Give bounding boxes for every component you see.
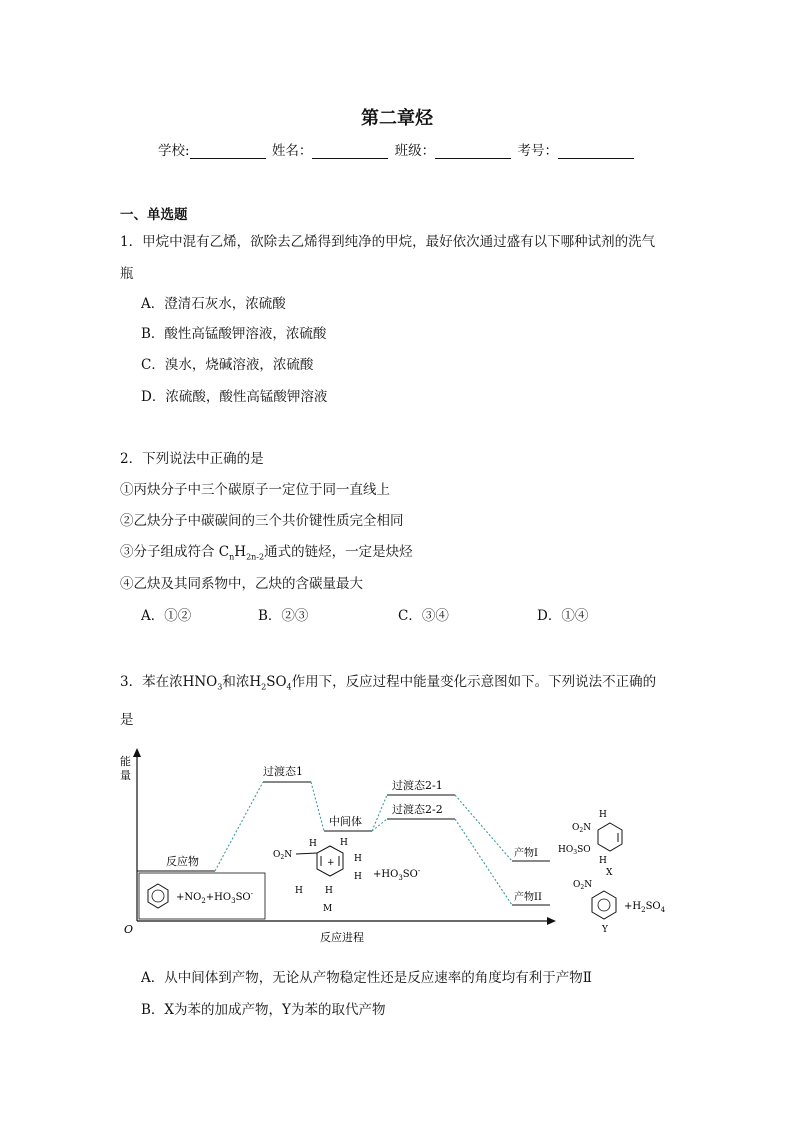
m-h6: H <box>325 886 333 896</box>
q3-so: SO <box>266 674 287 690</box>
q2-s3-post: 通式的链烃，一定是炔烃 <box>264 544 413 560</box>
x-o2n: $O_2N$ <box>572 823 592 834</box>
y-label-1: 能 <box>120 755 131 768</box>
q3-stem-c: 作用下，反应过程中能量变化示意图如下。下列说法不正确的 <box>291 674 657 690</box>
school-label: 学校: <box>158 143 190 159</box>
origin-label: O <box>124 923 134 936</box>
name-label: 姓名： <box>271 143 313 159</box>
q3-h-sub: 2 <box>261 682 267 692</box>
label-y: Y <box>602 925 608 935</box>
x-h2: H <box>599 856 607 866</box>
q2-option-a[interactable]: A．①② <box>141 608 192 624</box>
m-h5: H <box>295 886 303 896</box>
q2-option-d[interactable]: D．①④ <box>537 608 589 624</box>
q1-option-d[interactable]: D．浓硫酸，酸性高锰酸钾溶液 <box>141 389 328 405</box>
m-h2: H <box>340 838 348 848</box>
m-h3: H <box>354 854 362 864</box>
q2-statement-1: ①丙炔分子中三个碳原子一定位于同一直线上 <box>120 482 390 498</box>
x-h1: H <box>599 810 607 820</box>
mid-eq: $+HO_3SO^-$ <box>373 867 421 882</box>
q2-statement-2: ②乙炔分子中碳碳间的三个共价键性质完全相同 <box>120 513 404 529</box>
section-heading: 一、单选题 <box>120 207 188 223</box>
student-info-line <box>0 139 794 159</box>
label-reactant: 反应物 <box>166 855 199 868</box>
m-charge: + <box>327 858 335 868</box>
q1-stem-line1: 1．甲烷中混有乙烯，欲除去乙烯得到纯净的甲烷，最好依次通过盛有以下哪种试剂的洗气 <box>120 234 656 250</box>
label-intermediate: 中间体 <box>329 815 362 828</box>
q2-s3-n: n <box>229 552 235 562</box>
m-o2n: $O_2N$ <box>273 850 293 861</box>
q2-statement-4: ④乙炔及其同系物中，乙炔的含碳量最大 <box>120 576 363 592</box>
q3-option-a[interactable]: A．从中间体到产物，无论从产物稳定性还是反应速率的角度均有利于产物Ⅱ <box>141 970 592 986</box>
q3-stem-a: 3．苯在浓 <box>120 674 183 690</box>
product-x-structure <box>558 810 622 878</box>
product-y-structure <box>573 880 666 935</box>
school-blank[interactable] <box>190 145 266 159</box>
y-label-2: 量 <box>120 769 131 782</box>
y-eq: $+H_2SO_4$ <box>624 901 666 914</box>
label-product2: 产物II <box>514 892 542 903</box>
q2-option-c[interactable]: C．③④ <box>398 608 449 624</box>
class-blank[interactable] <box>435 145 511 159</box>
q2-option-b[interactable]: B．②③ <box>258 608 309 624</box>
m-h1: H <box>309 839 317 849</box>
label-ts1: 过渡态1 <box>263 765 303 778</box>
intermediate-m-structure <box>273 838 362 914</box>
q3-stem-line2: 是 <box>120 712 134 728</box>
energy-diagram <box>110 745 710 945</box>
name-blank[interactable] <box>312 145 388 159</box>
q3-hno3: HNO <box>182 674 218 690</box>
q1-stem-line2: 瓶 <box>120 266 134 282</box>
q1-option-c[interactable]: C．溴水，烧碱溶液，浓硫酸 <box>141 357 314 373</box>
m-h4: H <box>354 872 362 882</box>
class-label: 班级： <box>394 143 436 159</box>
x-axis-label: 反应进程 <box>320 931 364 944</box>
label-ts21: 过渡态2-1 <box>392 779 443 792</box>
benzene-icon <box>148 884 168 908</box>
q2-s3-sub: 2n-2 <box>246 552 265 562</box>
q1-option-a[interactable]: A．澄清石灰水，浓硫酸 <box>141 296 286 312</box>
y-axis-arrow-icon <box>133 748 141 757</box>
label-ts22: 过渡态2-2 <box>392 803 443 816</box>
q2-s3-h: H <box>234 544 247 560</box>
reactant-eq: $+NO_2+HO_3SO^-$ <box>176 890 254 905</box>
q2-stem: 2．下列说法中正确的是 <box>120 451 264 467</box>
page-title: 第二章烃 <box>361 108 433 129</box>
q3-stem-b: 和浓 <box>222 674 250 690</box>
label-m: M <box>323 904 333 914</box>
y-o2n: $O_2N$ <box>573 880 593 891</box>
reaction-path <box>215 782 512 905</box>
q3-option-b[interactable]: B．X为苯的加成产物，Y为苯的取代产物 <box>141 1002 386 1018</box>
x-hso3: $HO_3SO$ <box>558 845 591 856</box>
q3-h: H <box>249 674 262 690</box>
q3-so-sub: 4 <box>286 682 292 692</box>
id-blank[interactable] <box>558 145 634 159</box>
q1-option-b[interactable]: B．酸性高锰酸钾溶液，浓硫酸 <box>141 326 327 342</box>
benzene-ring-circle <box>152 890 164 902</box>
x-axis-arrow-icon <box>547 917 556 925</box>
label-x: X <box>606 868 613 878</box>
q3-stem-line1 <box>120 670 656 692</box>
q2-s3-pre: ③分子组成符合 C <box>120 544 230 560</box>
q3-hno3-sub: 3 <box>217 682 223 692</box>
label-product1: 产物I <box>514 848 538 859</box>
q2-statement-3 <box>120 540 413 562</box>
id-label: 考号： <box>517 143 558 159</box>
